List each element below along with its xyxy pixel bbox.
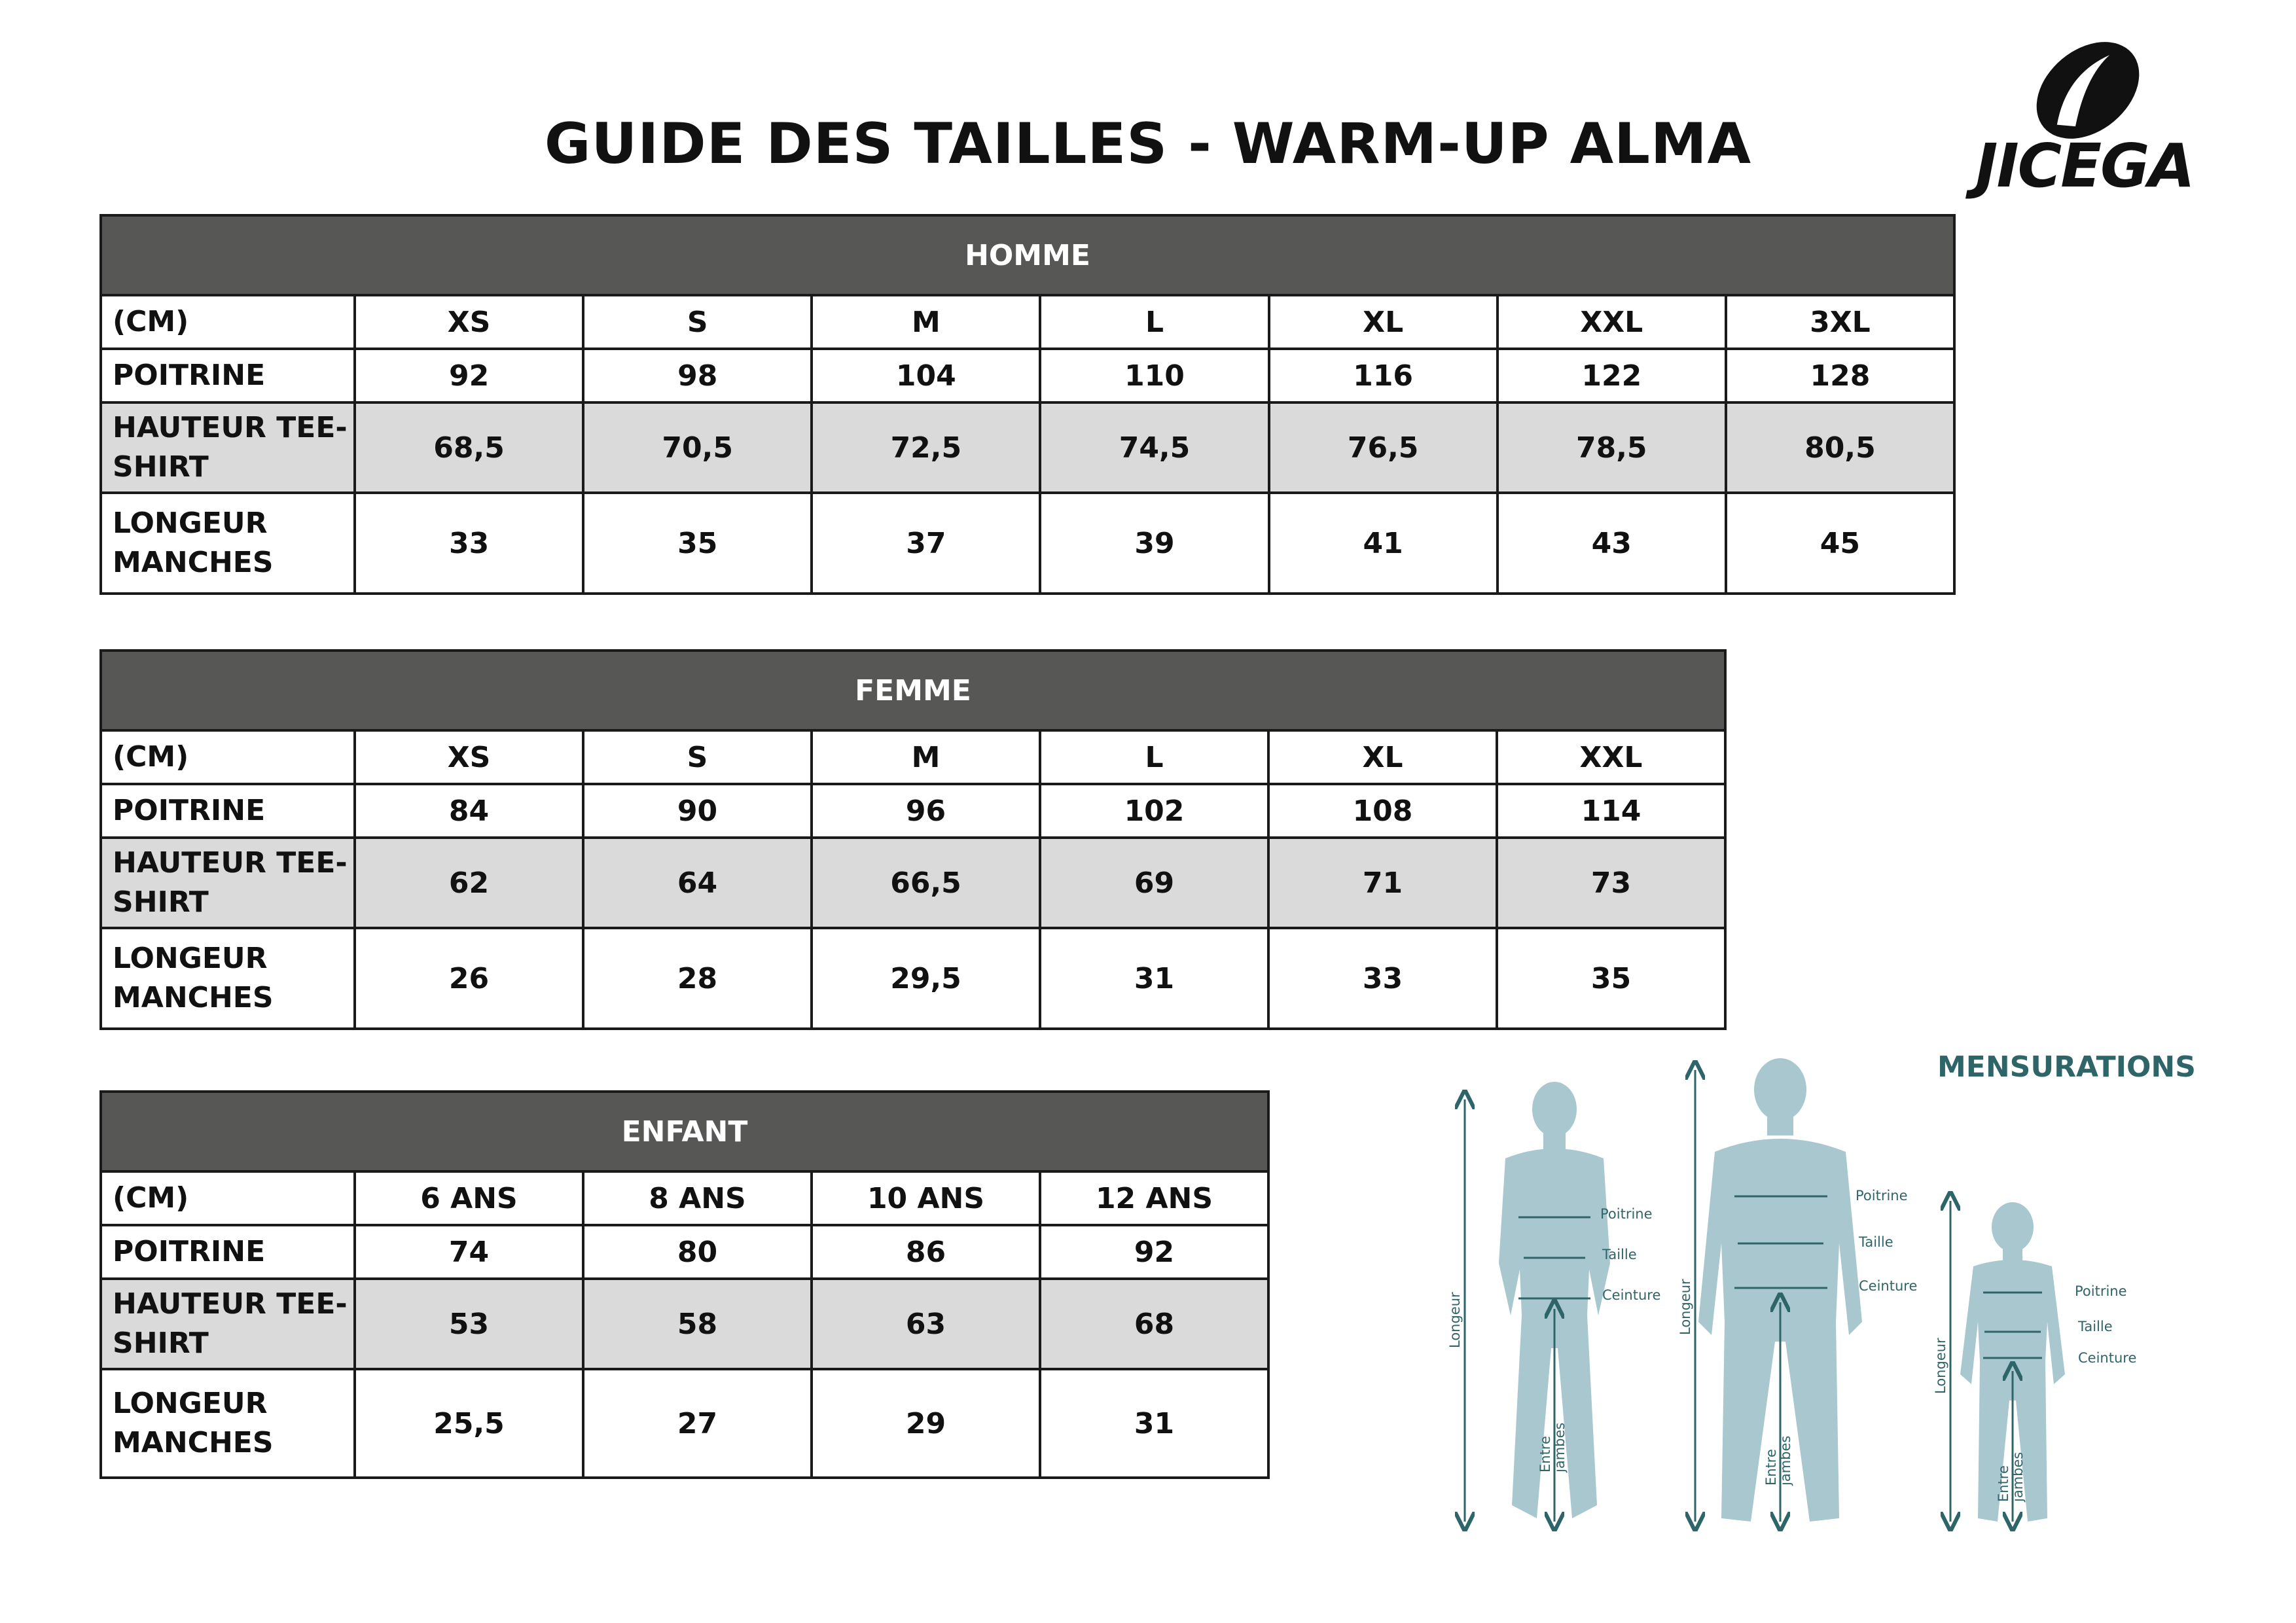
size-cell: M	[812, 295, 1040, 349]
value-cell: 92	[355, 349, 583, 402]
value-cell: 108	[1268, 784, 1497, 838]
size-cell: XS	[355, 295, 583, 349]
size-cell: S	[583, 295, 812, 349]
child-ceinture-label: Ceinture	[2078, 1350, 2137, 1366]
rugby-ball-icon	[1967, 33, 2202, 144]
man-jambes-label: jambes	[1778, 1435, 1793, 1486]
value-cell: 33	[1268, 928, 1497, 1029]
value-cell: 86	[812, 1225, 1040, 1279]
man-ceinture-label: Ceinture	[1859, 1278, 1918, 1294]
value-cell: 73	[1497, 838, 1725, 928]
femme-size-table	[99, 649, 1727, 1030]
woman-taille-label: Taille	[1602, 1247, 1637, 1262]
manches-label-line1: LONGEUR	[113, 507, 268, 540]
size-cell: 3XL	[1726, 295, 1954, 349]
value-cell: 104	[812, 349, 1040, 402]
poitrine-label: POITRINE	[101, 349, 355, 402]
logo-text: JICEGA	[1975, 131, 2194, 201]
value-cell: 64	[583, 838, 812, 928]
size-row	[101, 295, 1954, 349]
size-cell: XXL	[1497, 730, 1725, 784]
value-cell: 26	[355, 928, 583, 1029]
value-cell: 35	[583, 493, 812, 594]
child-entre-label: Entre	[1996, 1465, 2011, 1502]
hauteur-label-line2: SHIRT	[113, 450, 209, 484]
value-cell: 39	[1040, 493, 1268, 594]
unit-label: (CM)	[101, 1171, 355, 1225]
value-cell: 74	[355, 1225, 583, 1279]
size-cell: M	[812, 730, 1040, 784]
hauteur-label-line2: SHIRT	[113, 885, 209, 919]
manches-row	[101, 493, 1954, 594]
value-cell: 45	[1726, 493, 1954, 594]
value-cell: 66,5	[812, 838, 1040, 928]
body-measurements-illustration	[1427, 1047, 2173, 1544]
size-cell: XS	[355, 730, 583, 784]
hauteur-label	[101, 402, 355, 493]
unit-label: (CM)	[101, 730, 355, 784]
value-cell: 72,5	[812, 402, 1040, 493]
value-cell: 74,5	[1040, 402, 1268, 493]
value-cell: 96	[812, 784, 1040, 838]
poitrine-label: POITRINE	[101, 784, 355, 838]
value-cell: 53	[355, 1279, 583, 1369]
hauteur-row	[101, 838, 1725, 928]
child-longeur-label: Longeur	[1933, 1338, 1948, 1394]
hauteur-label	[101, 1279, 355, 1369]
value-cell: 116	[1269, 349, 1498, 402]
value-cell: 31	[1040, 1369, 1268, 1478]
size-cell: 10 ANS	[812, 1171, 1040, 1225]
value-cell: 122	[1498, 349, 1726, 402]
size-cell: S	[583, 730, 812, 784]
manches-row	[101, 1369, 1268, 1478]
woman-entre-label: Entre	[1537, 1436, 1553, 1472]
size-row	[101, 730, 1725, 784]
size-cell: L	[1040, 730, 1268, 784]
value-cell: 68	[1040, 1279, 1268, 1369]
manches-label-line1: LONGEUR	[113, 942, 268, 975]
enfant-size-table	[99, 1090, 1270, 1479]
value-cell: 31	[1040, 928, 1268, 1029]
enfant-table-title: ENFANT	[101, 1092, 1268, 1171]
manches-row	[101, 928, 1725, 1029]
manches-label	[101, 493, 355, 594]
manches-label	[101, 1369, 355, 1478]
value-cell: 102	[1040, 784, 1268, 838]
value-cell: 68,5	[355, 402, 583, 493]
value-cell: 29,5	[812, 928, 1040, 1029]
hauteur-row	[101, 1279, 1268, 1369]
value-cell: 41	[1269, 493, 1498, 594]
woman-jambes-label: jambes	[1552, 1422, 1568, 1472]
poitrine-row	[101, 349, 1954, 402]
hauteur-label-line2: SHIRT	[113, 1327, 209, 1360]
woman-longeur-label: Longeur	[1447, 1292, 1463, 1348]
homme-table-title: HOMME	[101, 215, 1954, 295]
woman-poitrine-label: Poitrine	[1600, 1206, 1653, 1222]
mensurations-title: MENSURATIONS	[1937, 1050, 2196, 1084]
woman-ceinture-label: Ceinture	[1602, 1287, 1661, 1303]
poitrine-label: POITRINE	[101, 1225, 355, 1279]
value-cell: 92	[1040, 1225, 1268, 1279]
size-cell: L	[1040, 295, 1268, 349]
child-poitrine-label: Poitrine	[2075, 1283, 2127, 1299]
value-cell: 33	[355, 493, 583, 594]
hauteur-row	[101, 402, 1954, 493]
value-cell: 84	[355, 784, 583, 838]
value-cell: 76,5	[1269, 402, 1498, 493]
manches-label-line1: LONGEUR	[113, 1387, 268, 1420]
hauteur-label-line1: HAUTEUR TEE-	[113, 846, 348, 880]
hauteur-label-line1: HAUTEUR TEE-	[113, 1287, 348, 1321]
value-cell: 43	[1498, 493, 1726, 594]
homme-size-table	[99, 214, 1956, 595]
value-cell: 37	[812, 493, 1040, 594]
manches-label	[101, 928, 355, 1029]
value-cell: 29	[812, 1369, 1040, 1478]
child-jambes-label: jambes	[2010, 1452, 2026, 1502]
man-poitrine-label: Poitrine	[1856, 1188, 1908, 1204]
brand-logo	[1967, 33, 2202, 201]
child-taille-label: Taille	[2078, 1319, 2113, 1334]
size-cell: XL	[1269, 295, 1498, 349]
value-cell: 58	[583, 1279, 812, 1369]
size-cell: XXL	[1498, 295, 1726, 349]
value-cell: 28	[583, 928, 812, 1029]
femme-table-title: FEMME	[101, 651, 1725, 730]
poitrine-row	[101, 1225, 1268, 1279]
size-cell: 6 ANS	[355, 1171, 583, 1225]
value-cell: 110	[1040, 349, 1268, 402]
value-cell: 114	[1497, 784, 1725, 838]
value-cell: 27	[583, 1369, 812, 1478]
value-cell: 25,5	[355, 1369, 583, 1478]
manches-label-line2: MANCHES	[113, 981, 274, 1014]
hauteur-label	[101, 838, 355, 928]
manches-label-line2: MANCHES	[113, 546, 274, 579]
hauteur-label-line1: HAUTEUR TEE-	[113, 411, 348, 444]
size-row	[101, 1171, 1268, 1225]
size-cell: 12 ANS	[1040, 1171, 1268, 1225]
value-cell: 128	[1726, 349, 1954, 402]
value-cell: 62	[355, 838, 583, 928]
value-cell: 69	[1040, 838, 1268, 928]
man-entre-label: Entre	[1763, 1449, 1779, 1486]
manches-label-line2: MANCHES	[113, 1426, 274, 1459]
poitrine-row	[101, 784, 1725, 838]
value-cell: 71	[1268, 838, 1497, 928]
page-title: GUIDE DES TAILLES - WARM-UP ALMA	[544, 111, 1752, 177]
man-taille-label: Taille	[1859, 1234, 1893, 1250]
value-cell: 90	[583, 784, 812, 838]
value-cell: 63	[812, 1279, 1040, 1369]
value-cell: 78,5	[1498, 402, 1726, 493]
value-cell: 70,5	[583, 402, 812, 493]
size-cell: 8 ANS	[583, 1171, 812, 1225]
value-cell: 80,5	[1726, 402, 1954, 493]
value-cell: 35	[1497, 928, 1725, 1029]
man-longeur-label: Longeur	[1677, 1279, 1693, 1335]
value-cell: 98	[583, 349, 812, 402]
size-cell: XL	[1268, 730, 1497, 784]
unit-label: (CM)	[101, 295, 355, 349]
value-cell: 80	[583, 1225, 812, 1279]
